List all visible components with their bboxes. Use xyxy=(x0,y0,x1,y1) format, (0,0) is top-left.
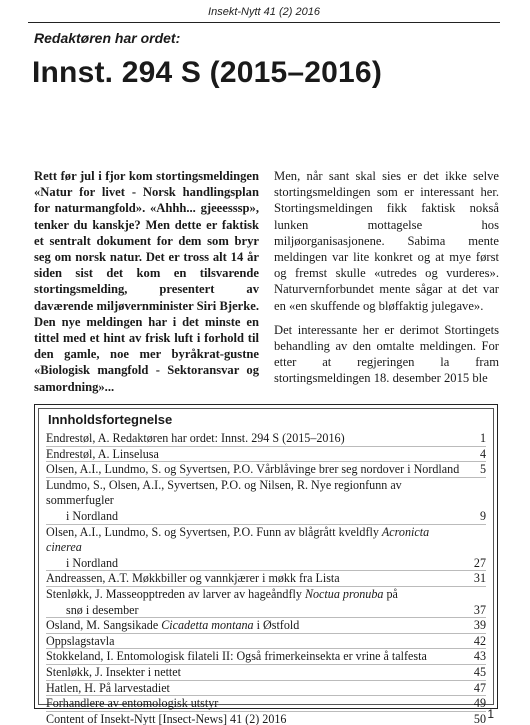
toc-entry-continuation: snø i desember xyxy=(66,602,139,617)
toc-entry xyxy=(46,712,486,725)
toc-entry-continuation: i Nordland xyxy=(66,508,119,523)
toc-entry-page: 1 xyxy=(479,431,486,445)
body-paragraph-1: Men, når sant skal sies er det ikke selve stortingsmeldingen som er interessant her. Stortingsmeldingen fikk faktisk nokså lunken mottagelse hos miljøorganisasjonene. Sabima mente meldingen var lite konkret og at mye først og fremst skulle «utredes og vurderes». Naturvernforbundet mente sågar at det var en «en skuffende og bløffaktig julegave». xyxy=(274,169,499,313)
toc-entry-page: 31 xyxy=(473,571,486,586)
toc-entry-text-after: i Østfold xyxy=(253,618,300,633)
toc-entry-page: 50 xyxy=(473,711,486,725)
toc-list xyxy=(46,431,486,725)
toc-heading: Innholdsfortegnelse xyxy=(48,412,173,427)
toc-entry-continuation: i Nordland xyxy=(66,555,119,570)
toc-entry-text: Andreassen, A.T. Møkkbiller og vannkjærer i møkk fra Lista xyxy=(46,571,340,586)
toc-entry-page: 42 xyxy=(473,633,486,648)
toc-entry-page: 9 xyxy=(479,508,486,523)
toc-entry-page: 47 xyxy=(473,680,486,695)
toc-entry-text: Lundmo, S., Olsen, A.I., Syvertsen, P.O. og Nilsen, R. Nye regionfunn av sommerfugler xyxy=(46,477,402,508)
toc-entry-page: 45 xyxy=(473,664,486,679)
toc-entry xyxy=(46,665,486,681)
toc-entry-text: Stenløkk, J. Insekter i nettet xyxy=(46,664,182,679)
article-title: Innst. 294 S (2015–2016) xyxy=(32,56,383,89)
body-paragraph-2: Det interessante her er derimot Stortingets behandling av den omtalte meldingen. For etter at regjeringen la fram stortingsmeldingen 18. desember 2015 ble xyxy=(274,322,499,386)
toc-entry xyxy=(46,681,486,697)
toc-entry-page: 37 xyxy=(473,602,486,617)
toc-entry xyxy=(46,696,486,712)
toc-entry-page: 5 xyxy=(479,462,486,477)
toc-entry-page: 4 xyxy=(479,446,486,461)
toc-entry xyxy=(46,447,486,463)
toc-entry xyxy=(46,618,486,634)
toc-entry-text: Stokkeland, I. Entomologisk filateli II: Også frimerkeinsekta er vrine å talfesta xyxy=(46,649,427,664)
toc-entry-italic: Cicadetta montana xyxy=(161,618,254,633)
toc-entry xyxy=(46,462,486,478)
toc-entry xyxy=(46,525,486,572)
toc-entry-page: 43 xyxy=(473,649,486,664)
left-column xyxy=(34,168,259,395)
toc-entry-text: Olsen, A.I., Lundmo, S. og Syvertsen, P.O. Funn av blågrått kveldfly xyxy=(46,524,382,539)
toc-entry xyxy=(46,431,486,447)
toc-entry xyxy=(46,571,486,587)
toc-entry-text-after: på xyxy=(383,586,398,601)
toc-entry-page: 27 xyxy=(473,555,486,570)
toc-entry xyxy=(46,478,486,525)
section-label: Redaktøren har ordet: xyxy=(34,30,181,46)
toc-entry-text: Oppslagstavla xyxy=(46,633,115,648)
toc-entry-text: Endrestøl, A. Redaktøren har ordet: Innst. 294 S (2015–2016) xyxy=(46,431,345,445)
toc-entry xyxy=(46,634,486,650)
page-number: 1 xyxy=(487,707,494,721)
toc-entry-text: Osland, M. Sangsikade xyxy=(46,618,162,633)
header-rule xyxy=(28,22,500,23)
running-header: Insekt-Nytt 41 (2) 2016 xyxy=(208,6,320,18)
toc-entry-page: 39 xyxy=(473,618,486,633)
toc-entry-italic: Noctua pronuba xyxy=(304,586,384,601)
toc-entry-text: Endrestøl, A. Linselusa xyxy=(46,446,159,461)
toc-entry-page: 49 xyxy=(473,696,486,711)
toc-entry-text: Forhandlere av entomologisk utstyr xyxy=(46,696,219,711)
toc-entry-text: Content of Insekt-Nytt [Insect-News] 41 (2) 2016 xyxy=(46,711,287,725)
toc-entry-text: Hatlen, H. På larvestadiet xyxy=(46,680,170,695)
toc-entry xyxy=(46,587,486,618)
toc-entry-text: Stenløkk, J. Masseopptreden av larver av hageåndfly xyxy=(46,586,305,601)
lead-paragraph: Rett før jul i fjor kom stortingsmeldingen «Natur for livet - Norsk handlingsplan for naturmangfold». «Ahhh... gjeeesssp», tenker du kanskje? Men dette er faktisk et sentralt dokument for dem som bryr seg om norsk natur. Det er tross alt 14 år siden sist det kom en tilsvarende stortingsmelding, presentert av daværende miljøvernminister Siri Bjerke. Den nye meldingen har i det minste en tittel med et hint av frisk luft i forhold til den gamle, noe mer byråkrat-gustne «Biologisk mangfold - Sektoransvar og samordning»... xyxy=(34,169,259,394)
toc-entry-italic: Acronicta cinerea xyxy=(46,524,430,555)
toc-entry xyxy=(46,649,486,665)
toc-entry-text: Olsen, A.I., Lundmo, S. og Syvertsen, P.O. Vårblåvinge brer seg nordover i Nordland xyxy=(46,462,460,477)
right-column xyxy=(274,168,499,387)
